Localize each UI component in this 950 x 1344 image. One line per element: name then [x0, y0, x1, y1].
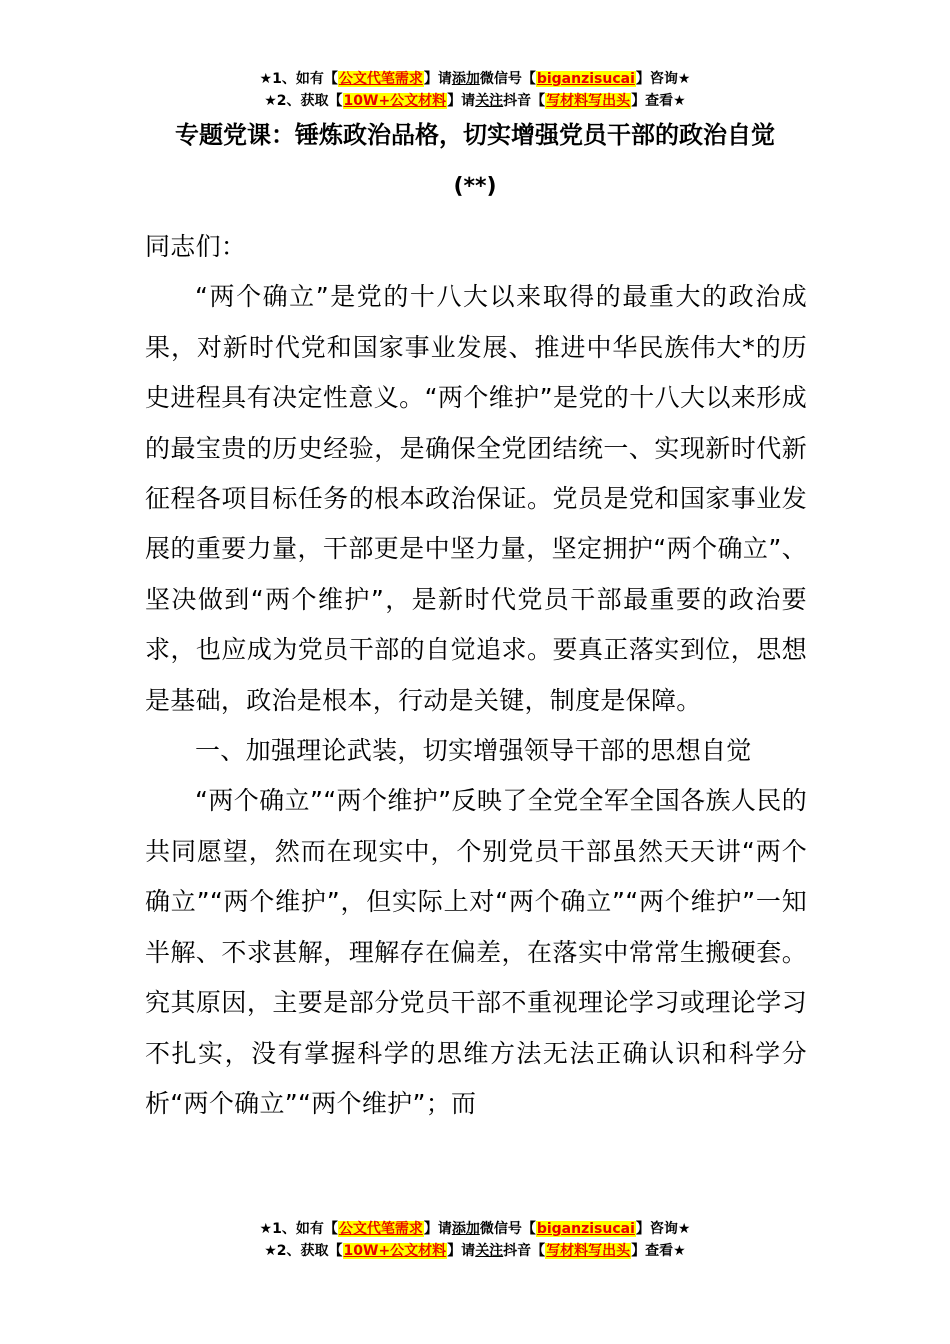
- promo-highlight: 公文代笔需求: [338, 71, 423, 87]
- promo-line-2: [0, 1240, 950, 1262]
- promo-line-1: [0, 1218, 950, 1240]
- promo-text: 】请: [447, 1243, 476, 1259]
- promo-text: 】请: [447, 93, 476, 109]
- promo-text: ★1、如有【: [259, 71, 338, 87]
- promo-text: 微信号【: [479, 71, 536, 87]
- promo-underlined: 添加: [451, 1221, 480, 1237]
- promo-text: 】请: [423, 71, 452, 87]
- promo-underlined: 添加: [451, 71, 480, 87]
- promo-highlight: biganzisucai: [536, 1221, 635, 1237]
- promo-highlight: 写材料写出头: [546, 93, 631, 109]
- promo-line-2: [0, 90, 950, 112]
- top-promo-banner: [0, 68, 950, 112]
- body-paragraph: “两个确立”是党的十八大以来取得的最重大的政治成果，对新时代党和国家事业发展、推进中华民族伟大*的历史进程具有决定性意义。“两个维护”是党的十八大以来形成的最宝贵的历史经验，是确保全党团结统一、实现新时代新征程各项目标任务的根本政治保证。党员是党和国家事业发展的重要力量，干部更是中坚力量，坚定拥护“两个确立”、坚决做到“两个维护”，是新时代党员干部最重要的政治要求，也应成为党员干部的自觉追求。要真正落实到位，思想是基础，政治是根本，行动是关键，制度是保障。: [145, 282, 807, 715]
- promo-text: 】请: [423, 1221, 452, 1237]
- promo-highlight: 10W+公文材料: [343, 1243, 447, 1259]
- promo-text: 】咨询★: [635, 71, 691, 87]
- promo-text: ★1、如有【: [259, 1221, 338, 1237]
- promo-underlined: 关注: [475, 1243, 504, 1259]
- promo-underlined: 关注: [475, 93, 504, 109]
- promo-text: 】咨询★: [635, 1221, 691, 1237]
- promo-text: ★2、获取【: [264, 1243, 343, 1259]
- document-title: 专题党课：锤炼政治品格，切实增强党员干部的政治自觉: [175, 121, 775, 149]
- body-paragraph: “两个确立”“两个维护”反映了全党全军全国各族人民的共同愿望，然而在现实中，个别党员干部虽然天天讲“两个确立”“两个维护”，但实际上对“两个确立”“两个维护”一知半解、不求甚解，理解存在偏差，在落实中常常生搬硬套。究其原因，主要是部分党员干部不重视理论学习或理论学习不扎实，没有掌握科学的思维方法无法正确认识和科学分析“两个确立”“两个维护”；而: [145, 786, 807, 1118]
- promo-text: 】查看★: [631, 1243, 686, 1259]
- promo-text: 抖音【: [503, 93, 546, 109]
- promo-highlight: 10W+公文材料: [343, 93, 447, 109]
- section-heading: 一、加强理论武装，切实增强领导干部的思想自觉: [195, 736, 752, 766]
- promo-text: 】查看★: [631, 93, 686, 109]
- document-title-suffix: (**): [453, 174, 497, 199]
- promo-highlight: 写材料写出头: [546, 1243, 631, 1259]
- promo-highlight: 公文代笔需求: [338, 1221, 423, 1237]
- document-body: [145, 222, 807, 1129]
- promo-text: 微信号【: [479, 1221, 536, 1237]
- promo-text: ★2、获取【: [264, 93, 343, 109]
- salutation: 同志们：: [145, 232, 247, 261]
- promo-text: 抖音【: [503, 1243, 546, 1259]
- promo-line-1: [0, 68, 950, 90]
- promo-highlight: biganzisucai: [536, 71, 635, 87]
- bottom-promo-banner: [0, 1218, 950, 1262]
